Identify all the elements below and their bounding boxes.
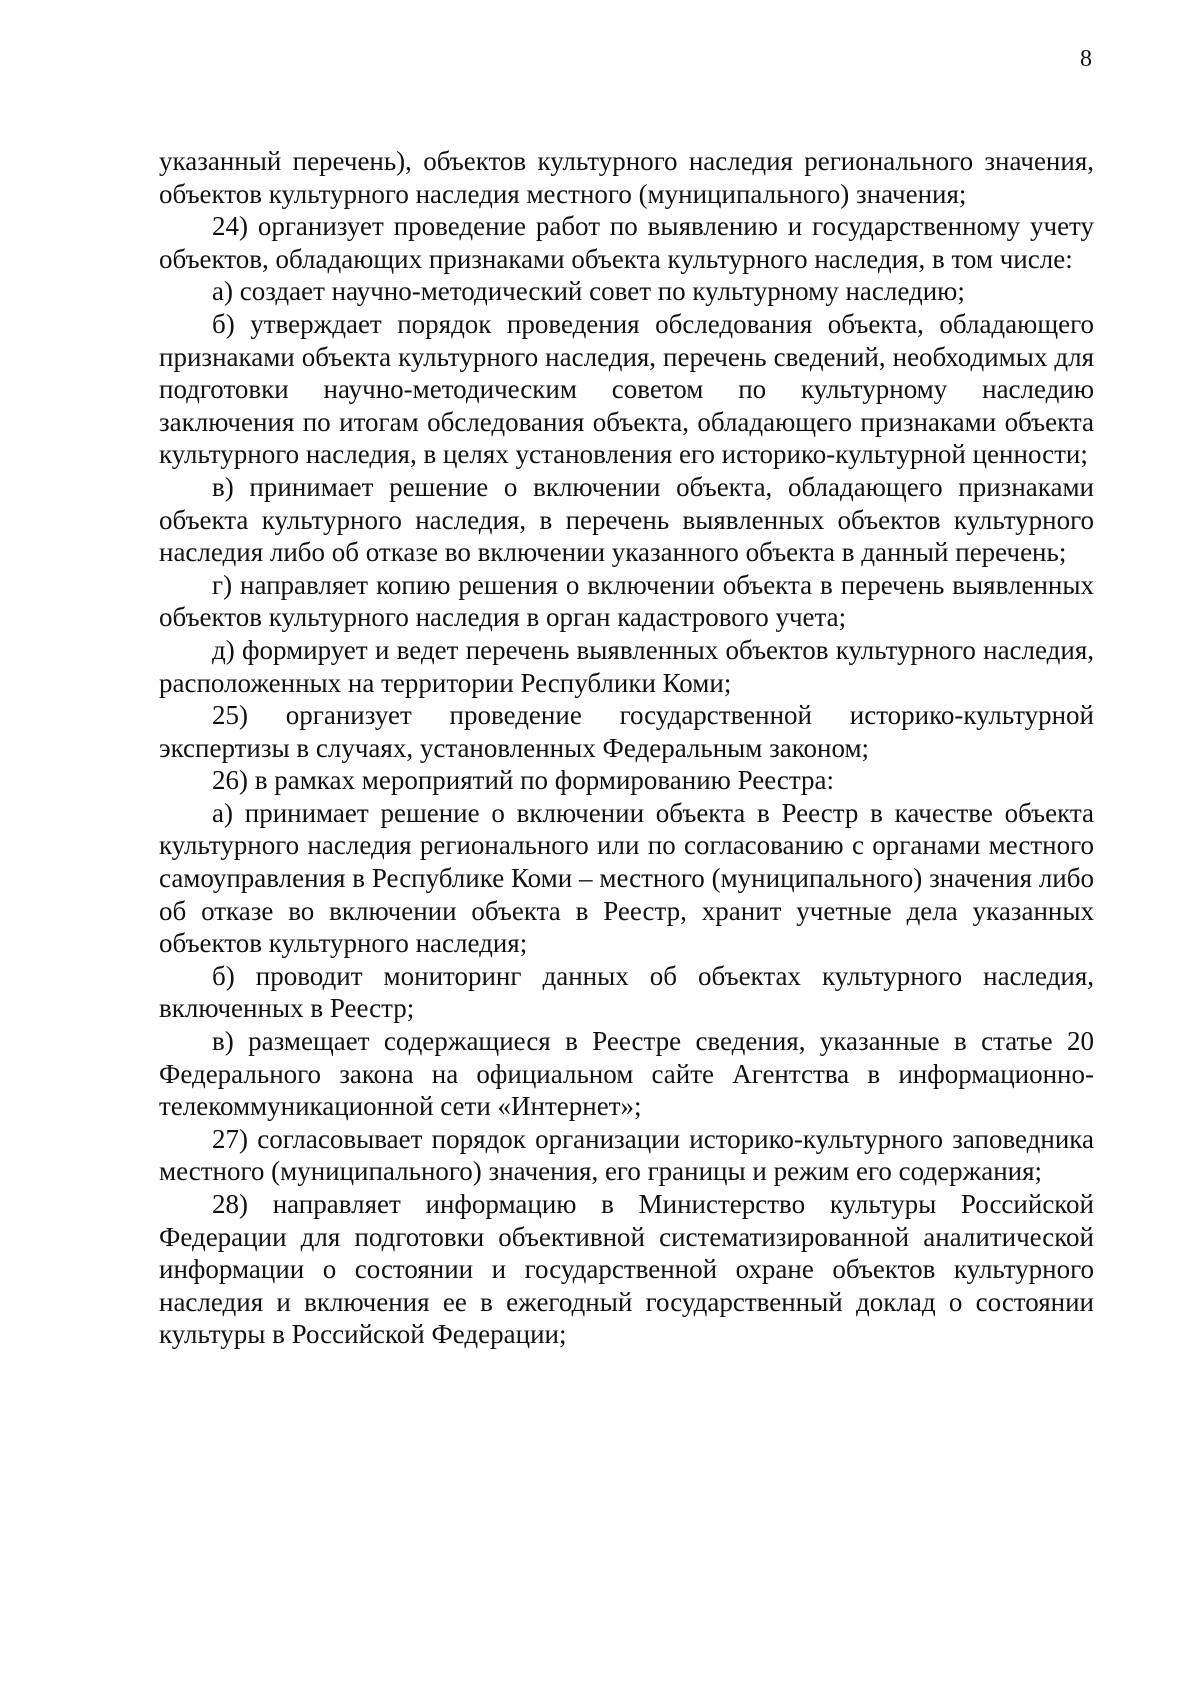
document-body: [159, 145, 1094, 1351]
paragraph-item-26a: а) принимает решение о включении объекта в Реестр в качестве объекта культурного наследия регионального или по согласованию с органами местного самоуправления в Республике Коми – местного (муниципального) значения либо об отказе во включении объекта в Реестр, хранит учетные дела указанных объектов культурного наследия;: [159, 797, 1094, 959]
paragraph-item-24v: в) принимает решение о включении объекта, обладающего признаками объекта культурного наследия, в перечень выявленных объектов культурного наследия либо об отказе во включении указанного объекта в данный перечень;: [159, 471, 1094, 568]
paragraph-item-24a: а) создает научно-методический совет по культурному наследию;: [212, 276, 965, 307]
page-number: 8: [1080, 46, 1092, 72]
paragraph-item-24g: г) направляет копию решения о включении объекта в перечень выявленных объектов культурного наследия в орган кадастрового учета;: [159, 569, 1094, 633]
paragraph-continuation: указанный перечень), объектов культурного наследия регионального значения, объектов культурного наследия местного (муниципального) значения;: [159, 146, 1094, 209]
paragraph-item-24: 24) организует проведение работ по выявлению и государственному учету объектов, обладающих признаками объекта культурного наследия, в том числе:: [159, 211, 1094, 274]
paragraph-item-26: 26) в рамках мероприятий по формированию Реестра:: [212, 765, 835, 796]
paragraph-item-27: 27) согласовывает порядок организации историко-культурного заповедника местного (муниципального) значения, его границы и режим его содержания;: [159, 1123, 1094, 1187]
paragraph-item-26b: б) проводит мониторинг данных об объектах культурного наследия, включенных в Реестр;: [159, 960, 1094, 1024]
paragraph-item-28: 28) направляет информацию в Министерство культуры Российской Федерации для подготовки объективной систематизированной аналитической информации о состоянии и государственной охране объектов культурного наследия и включения ее в ежегодный государственный доклад о состоянии культуры в Российской Федерации;: [159, 1189, 1094, 1350]
paragraph-item-24d: д) формирует и ведет перечень выявленных объектов культурного наследия, расположенных на территории Республики Коми;: [159, 634, 1094, 698]
paragraph-item-24b: б) утверждает порядок проведения обследования объекта, обладающего признаками объекта культурного наследия, перечень сведений, необходимых для подготовки научно-методическим советом по культурному наследию заключения по итогам обследования объекта, обладающего признаками объекта культурного наследия, в целях установления его историко-культурной ценности;: [159, 308, 1094, 470]
paragraph-item-26v: в) размещает содержащиеся в Реестре сведения, указанные в статье 20 Федерального закона на официальном сайте Агентства в информационно-телекоммуникационной сети «Интернет»;: [159, 1026, 1094, 1122]
paragraph-item-25: 25) организует проведение государственной историко-культурной экспертизы в случаях, установленных Федеральным законом;: [159, 700, 1094, 763]
